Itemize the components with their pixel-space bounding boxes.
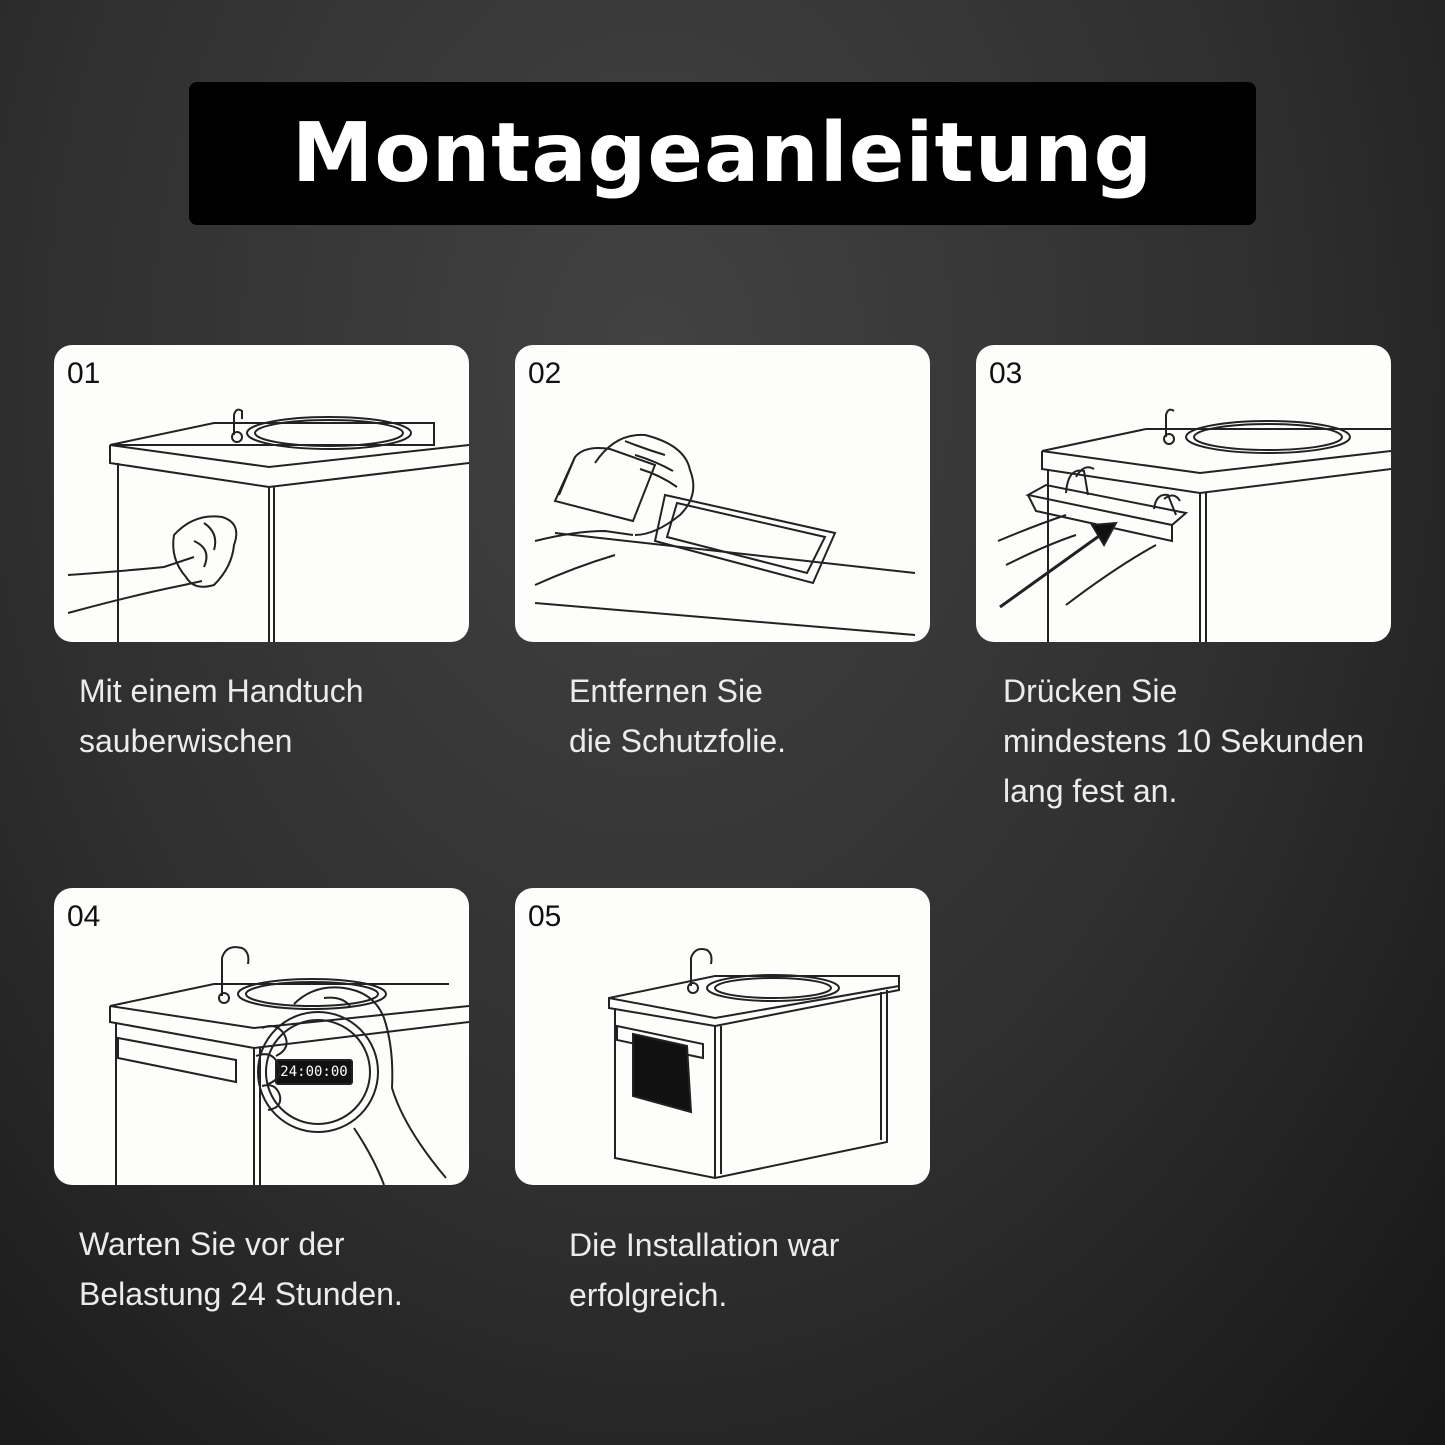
step-card-01: [54, 345, 469, 642]
step-caption-03: Drücken Sie mindestens 10 Sekunden lang fest an.: [1003, 673, 1365, 809]
step-card-05: [515, 888, 930, 1185]
wipe-illustration: [54, 345, 469, 642]
installed-towel-illustration: [515, 888, 930, 1185]
step-card-02: [515, 345, 930, 642]
step-caption-05: Die Installation war erfolgreich.: [569, 1227, 840, 1313]
step-caption-04: Warten Sie vor der Belastung 24 Stunden.: [79, 1226, 403, 1312]
step-caption-01: Mit einem Handtuch sauberwischen: [79, 673, 364, 759]
step-number: 02: [528, 357, 562, 390]
peel-film-illustration: [515, 345, 930, 642]
wait-24h-illustration: [54, 888, 469, 1185]
step-card-04: [54, 888, 469, 1185]
page-title: Montageanleitung: [291, 106, 1154, 201]
press-bracket-illustration: [976, 345, 1391, 642]
step-caption-02: Entfernen Sie die Schutzfolie.: [569, 673, 787, 759]
step-number: 05: [528, 900, 562, 933]
title-banner: [189, 82, 1256, 225]
step-number: 01: [67, 357, 101, 390]
step-number: 03: [989, 357, 1023, 390]
step-card-03: [976, 345, 1391, 642]
step-number: 04: [67, 900, 101, 933]
timer-display: 24:00:00: [280, 1064, 348, 1080]
